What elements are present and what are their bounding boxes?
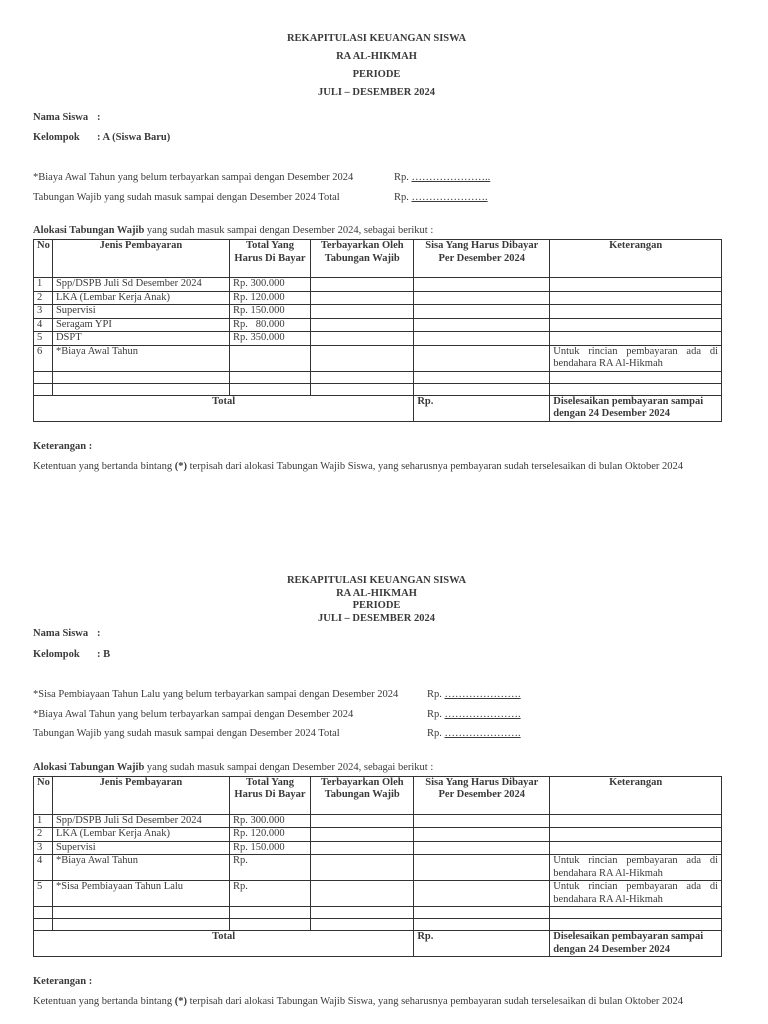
cell-total: Rp. 300.000	[229, 814, 310, 828]
cell-no: 3	[34, 305, 53, 319]
cell-total: Rp. 150.000	[229, 305, 310, 319]
header-total: Total Yang Harus Di Bayar	[229, 776, 310, 814]
cell-jenis: Spp/DSPB Juli Sd Desember 2024	[52, 814, 229, 828]
doc-title	[33, 30, 720, 102]
cell-jenis: DSPT	[52, 332, 229, 346]
cell-no: 5	[34, 332, 53, 346]
keterangan-heading: Keterangan :	[33, 976, 93, 987]
total-keterangan: Diselesaikan pembayaran sampai dengan 24 Desember 2024	[550, 395, 722, 421]
document-2	[33, 575, 720, 1010]
cell-keterangan: Untuk rincian pembayaran ada di bendahara RA Al-Hikmah	[550, 881, 722, 907]
allocation-intro	[33, 223, 720, 239]
nama-siswa-label: Nama Siswa	[33, 628, 89, 639]
cell-jenis: Spp/DSPB Juli Sd Desember 2024	[52, 278, 229, 292]
allocation-bold: Alokasi Tabungan Wajib	[33, 761, 145, 773]
cell-no: 4	[34, 855, 53, 881]
header-sisa: Sisa Yang Harus Dibayar Per Desember 2024	[414, 776, 550, 814]
cell-no: 2	[34, 828, 53, 842]
table-row	[34, 318, 722, 332]
cell-keterangan: Untuk rincian pembayaran ada di bendahara RA Al-Hikmah	[550, 855, 722, 881]
nama-siswa-field	[33, 110, 720, 126]
cell-terbayarkan	[311, 318, 414, 332]
cell-sisa	[414, 305, 550, 319]
cell-total: Rp. 150.000	[229, 841, 310, 855]
table-row-empty	[34, 371, 722, 383]
nama-siswa-value: :	[97, 628, 101, 639]
cell-jenis: *Sisa Pembiayaan Tahun Lalu	[52, 881, 229, 907]
title-line: RA AL-HIKMAH	[336, 587, 417, 599]
cell-keterangan	[550, 841, 722, 855]
cell-keterangan: Untuk rincian pembayaran ada di bendahara RA Al-Hikmah	[550, 345, 722, 371]
total-rp: Rp.	[414, 931, 550, 957]
nama-siswa-label: Nama Siswa	[33, 112, 89, 123]
allocation-intro	[33, 760, 720, 776]
title-line: PERIODE	[352, 600, 401, 611]
rp-label: Rp.	[427, 689, 442, 700]
table-row	[34, 828, 722, 842]
header-keterangan: Keterangan	[550, 240, 722, 278]
kelompok-label: Kelompok	[33, 132, 80, 143]
cell-keterangan	[550, 318, 722, 332]
table-total-row	[34, 931, 722, 957]
cell-total: Rp.	[229, 881, 310, 907]
cell-total: Rp.	[229, 855, 310, 881]
title-line: REKAPITULASI KEUANGAN SISWA	[286, 575, 467, 586]
keterangan-text	[33, 459, 720, 475]
cell-total: Rp. 300.000	[229, 278, 310, 292]
cell-jenis: Supervisi	[52, 841, 229, 855]
total-rp: Rp.	[414, 395, 550, 421]
keterangan-post: terpisah dari alokasi Tabungan Wajib Siswa, yang seharusnya pembayaran sudah terselesaikan di bulan Oktober 2024	[186, 996, 684, 1007]
blank-amount: ………………….	[411, 191, 488, 203]
rp-label: Rp.	[394, 172, 409, 183]
table-row-empty	[34, 383, 722, 395]
keterangan-heading: Keterangan :	[33, 440, 93, 452]
total-label: Total	[34, 931, 414, 957]
cell-keterangan	[550, 332, 722, 346]
cell-no: 6	[34, 345, 53, 371]
blank-amount: ………………….	[444, 689, 521, 700]
summary-text: *Biaya Awal Tahun yang belum terbayarkan sampai dengan Desember 2024	[33, 708, 354, 720]
cell-no: 1	[34, 814, 53, 828]
rp-label: Rp.	[427, 728, 442, 739]
cell-no: 1	[34, 278, 53, 292]
kelompok-value: : B	[97, 649, 111, 660]
allocation-table	[33, 239, 722, 422]
cell-sisa	[414, 278, 550, 292]
cell-terbayarkan	[311, 278, 414, 292]
keterangan-post: terpisah dari alokasi Tabungan Wajib Siswa, yang seharusnya pembayaran sudah terselesaikan di bulan Oktober 2024	[186, 460, 684, 472]
cell-keterangan	[550, 305, 722, 319]
cell-sisa	[414, 291, 550, 305]
cell-terbayarkan	[311, 828, 414, 842]
summary-text: Tabungan Wajib yang sudah masuk sampai dengan Desember 2024 Total	[33, 728, 340, 739]
cell-no: 5	[34, 881, 53, 907]
cell-sisa	[414, 828, 550, 842]
table-row-empty	[34, 907, 722, 919]
summary-line	[33, 705, 720, 725]
summary-text: *Sisa Pembiayaan Tahun Lalu yang belum terbayarkan sampai dengan Desember 2024	[33, 689, 399, 700]
cell-jenis: LKA (Lembar Kerja Anak)	[52, 828, 229, 842]
table-row	[34, 855, 722, 881]
blank-amount: ………………….	[444, 708, 521, 720]
cell-sisa	[414, 814, 550, 828]
cell-keterangan	[550, 278, 722, 292]
allocation-bold: Alokasi Tabungan Wajib	[33, 225, 145, 236]
title-line: PERIODE	[352, 69, 401, 80]
table-row	[34, 814, 722, 828]
table-header-row	[34, 240, 722, 278]
keterangan-pre: Ketentuan yang bertanda bintang	[33, 996, 175, 1007]
cell-terbayarkan	[311, 841, 414, 855]
cell-terbayarkan	[311, 291, 414, 305]
cell-sisa	[414, 881, 550, 907]
kelompok-field	[33, 130, 720, 146]
rp-label: Rp.	[427, 708, 442, 720]
cell-terbayarkan	[311, 345, 414, 371]
cell-jenis: *Biaya Awal Tahun	[52, 345, 229, 371]
summary-line	[33, 724, 720, 744]
cell-sisa	[414, 345, 550, 371]
cell-sisa	[414, 332, 550, 346]
allocation-rest: yang sudah masuk sampai dengan Desember 2024, sebagai berikut :	[144, 225, 434, 236]
header-total: Total Yang Harus Di Bayar	[229, 240, 310, 278]
cell-total: Rp. 350.000	[229, 332, 310, 346]
summary-text: *Biaya Awal Tahun yang belum terbayarkan sampai dengan Desember 2024	[33, 172, 354, 183]
table-row	[34, 345, 722, 371]
header-sisa: Sisa Yang Harus Dibayar Per Desember 2024	[414, 240, 550, 278]
table-total-row	[34, 395, 722, 421]
header-jenis: Jenis Pembayaran	[52, 240, 229, 278]
cell-keterangan	[550, 828, 722, 842]
cell-jenis: *Biaya Awal Tahun	[52, 855, 229, 881]
summary-line	[33, 188, 720, 208]
cell-jenis: Seragam YPI	[52, 318, 229, 332]
table-row	[34, 881, 722, 907]
cell-total: Rp. 120.000	[229, 291, 310, 305]
table-row	[34, 305, 722, 319]
doc-title	[33, 575, 720, 625]
table-row	[34, 841, 722, 855]
allocation-rest: yang sudah masuk sampai dengan Desember 2024, sebagai berikut :	[144, 761, 434, 773]
table-row	[34, 278, 722, 292]
kelompok-label: Kelompok	[33, 649, 80, 660]
header-no: No	[34, 776, 53, 814]
cell-sisa	[414, 318, 550, 332]
table-header-row	[34, 776, 722, 814]
document-1	[33, 30, 720, 475]
cell-sisa	[414, 855, 550, 881]
header-terbayarkan: Terbayarkan Oleh Tabungan Wajib	[311, 776, 414, 814]
cell-terbayarkan	[311, 814, 414, 828]
title-line: JULI – DESEMBER 2024	[318, 612, 435, 624]
nama-siswa-field	[33, 626, 720, 642]
cell-terbayarkan	[311, 855, 414, 881]
cell-total: Rp. 120.000	[229, 828, 310, 842]
title-line: RA AL-HIKMAH	[336, 51, 417, 62]
allocation-table	[33, 776, 722, 958]
keterangan-star: (*)	[174, 460, 187, 472]
nama-siswa-value: :	[97, 112, 101, 123]
cell-total	[229, 345, 310, 371]
table-row-empty	[34, 919, 722, 931]
keterangan-text	[33, 994, 720, 1010]
summary-line	[33, 168, 720, 188]
title-line: JULI – DESEMBER 2024	[318, 87, 435, 98]
cell-sisa	[414, 841, 550, 855]
cell-jenis: Supervisi	[52, 305, 229, 319]
cell-terbayarkan	[311, 305, 414, 319]
kelompok-field	[33, 647, 720, 663]
header-terbayarkan: Terbayarkan Oleh Tabungan Wajib	[311, 240, 414, 278]
header-keterangan: Keterangan	[550, 776, 722, 814]
cell-keterangan	[550, 291, 722, 305]
cell-no: 2	[34, 291, 53, 305]
cell-jenis: LKA (Lembar Kerja Anak)	[52, 291, 229, 305]
cell-total: Rp. 80.000	[229, 318, 310, 332]
keterangan-star: (*)	[174, 996, 187, 1007]
rp-label: Rp.	[394, 191, 409, 203]
summary-line	[33, 685, 720, 705]
cell-terbayarkan	[311, 881, 414, 907]
blank-amount: …………………..	[411, 172, 491, 183]
blank-amount: ………………….	[444, 728, 521, 739]
header-no: No	[34, 240, 53, 278]
summary-text: Tabungan Wajib yang sudah masuk sampai dengan Desember 2024 Total	[33, 191, 340, 203]
table-row	[34, 291, 722, 305]
table-row	[34, 332, 722, 346]
cell-terbayarkan	[311, 332, 414, 346]
cell-keterangan	[550, 814, 722, 828]
keterangan-pre: Ketentuan yang bertanda bintang	[33, 460, 175, 472]
cell-no: 4	[34, 318, 53, 332]
header-jenis: Jenis Pembayaran	[52, 776, 229, 814]
total-keterangan: Diselesaikan pembayaran sampai dengan 24 Desember 2024	[550, 931, 722, 957]
kelompok-value: : A (Siswa Baru)	[97, 132, 171, 143]
title-line: REKAPITULASI KEUANGAN SISWA	[286, 33, 467, 44]
cell-no: 3	[34, 841, 53, 855]
total-label: Total	[34, 395, 414, 421]
